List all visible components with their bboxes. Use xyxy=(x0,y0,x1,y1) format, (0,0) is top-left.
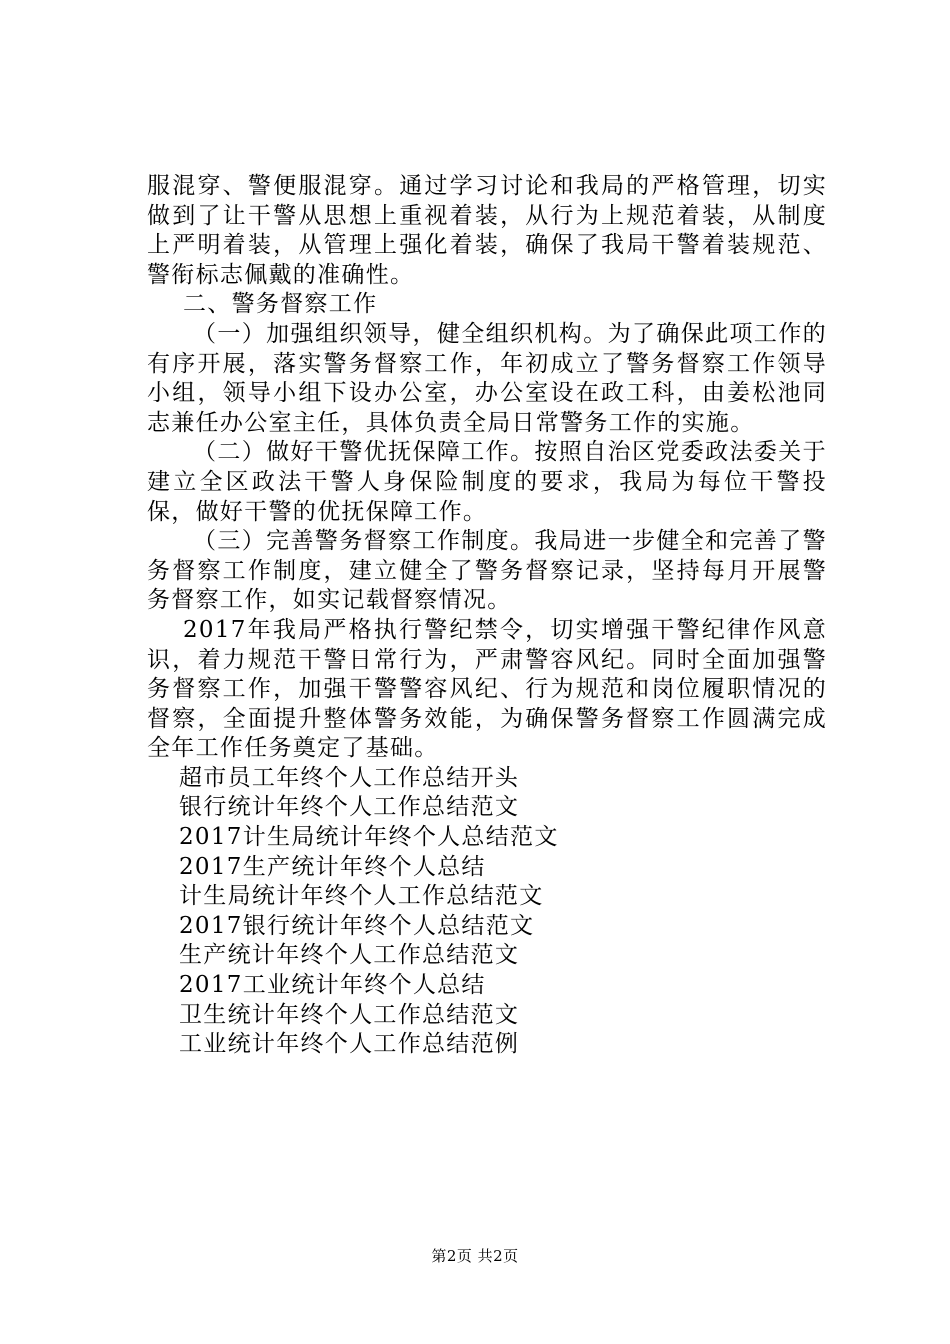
related-link-item[interactable]: 2017银行统计年终个人总结范文 xyxy=(179,912,535,939)
related-link-item[interactable]: 2017生产统计年终个人总结 xyxy=(179,853,486,880)
related-link-item[interactable]: 计生局统计年终个人工作总结范文 xyxy=(179,883,544,910)
paragraph-system: （三）完善警务督察工作制度。我局进一步健全和完善了警务督察工作制度，建立健全了警务督察记录，坚持每月开展警务督察工作，如实记载督察情况。 xyxy=(147,528,827,614)
related-link-item[interactable]: 2017工业统计年终个人总结 xyxy=(179,972,486,999)
related-link-item[interactable]: 银行统计年终个人工作总结范文 xyxy=(179,794,520,821)
page-number-footer: 第2页 共2页 xyxy=(431,1247,519,1265)
paragraph-continuation: 服混穿、警便服混穿。通过学习讨论和我局的严格管理，切实做到了让干警从思想上重视着装，从行为上规范着装，从制度上严明着装，从管理上强化着装，确保了我局干警着装规范、警衔标志佩戴的准确性。 xyxy=(147,173,827,288)
document-body xyxy=(147,172,827,1060)
related-link-item[interactable]: 卫生统计年终个人工作总结范文 xyxy=(179,1001,520,1028)
related-link-item[interactable]: 工业统计年终个人工作总结范例 xyxy=(179,1031,520,1058)
paragraph-insurance: （二）做好干警优抚保障工作。按照自治区党委政法委关于建立全区政法干警人身保险制度的要求，我局为每位干警投保，做好干警的优抚保障工作。 xyxy=(147,439,827,525)
related-link-item[interactable]: 生产统计年终个人工作总结范文 xyxy=(179,942,520,969)
paragraph-summary: 2017年我局严格执行警纪禁令，切实增强干警纪律作风意识，着力规范干警日常行为，严肃警容风纪。同时全面加强警务督察工作，加强干警警容风纪、行为规范和岗位履职情况的督察，全面提升整体警务效能，为确保警务督察工作圆满完成全年工作任务奠定了基础。 xyxy=(147,616,827,762)
paragraph-organization: （一）加强组织领导，健全组织机构。为了确保此项工作的有序开展，落实警务督察工作，年初成立了警务督察工作领导小组，领导小组下设办公室，办公室设在政工科，由姜松池同志兼任办公室主任，具体负责全局日常警务工作的实施。 xyxy=(147,320,827,436)
related-links-list xyxy=(147,764,827,1060)
related-link-item[interactable]: 超市员工年终个人工作总结开头 xyxy=(179,764,520,791)
related-link-item[interactable]: 2017计生局统计年终个人总结范文 xyxy=(179,824,559,851)
section-heading: 二、警务督察工作 xyxy=(183,291,378,318)
